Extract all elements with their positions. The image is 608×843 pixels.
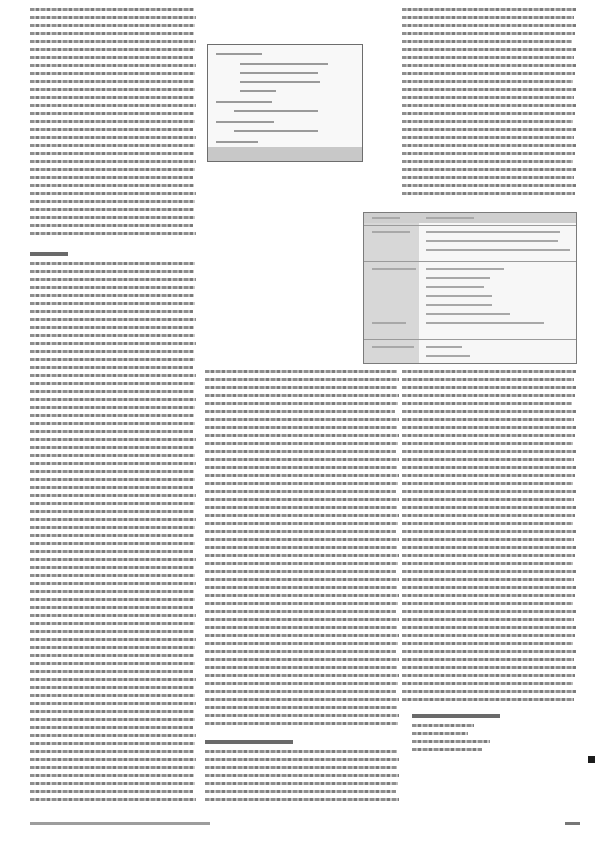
- address-label: [412, 714, 500, 718]
- figure-a-caption: [207, 166, 361, 228]
- left-column-text: [30, 8, 198, 808]
- left-section-heading: [30, 252, 68, 256]
- footer-left: [30, 822, 210, 825]
- middle-column-text: [205, 370, 401, 810]
- right-column-top-text: [402, 8, 578, 198]
- author-address: [412, 714, 558, 764]
- footer-right: [565, 822, 580, 825]
- middle-section-heading: [205, 740, 293, 744]
- right-column-text: [402, 370, 578, 710]
- end-marker: [588, 756, 595, 763]
- table-b: [363, 212, 577, 364]
- figure-a-box: [207, 44, 363, 162]
- table-b-caption: [207, 308, 361, 370]
- figure-a-band: [208, 147, 362, 161]
